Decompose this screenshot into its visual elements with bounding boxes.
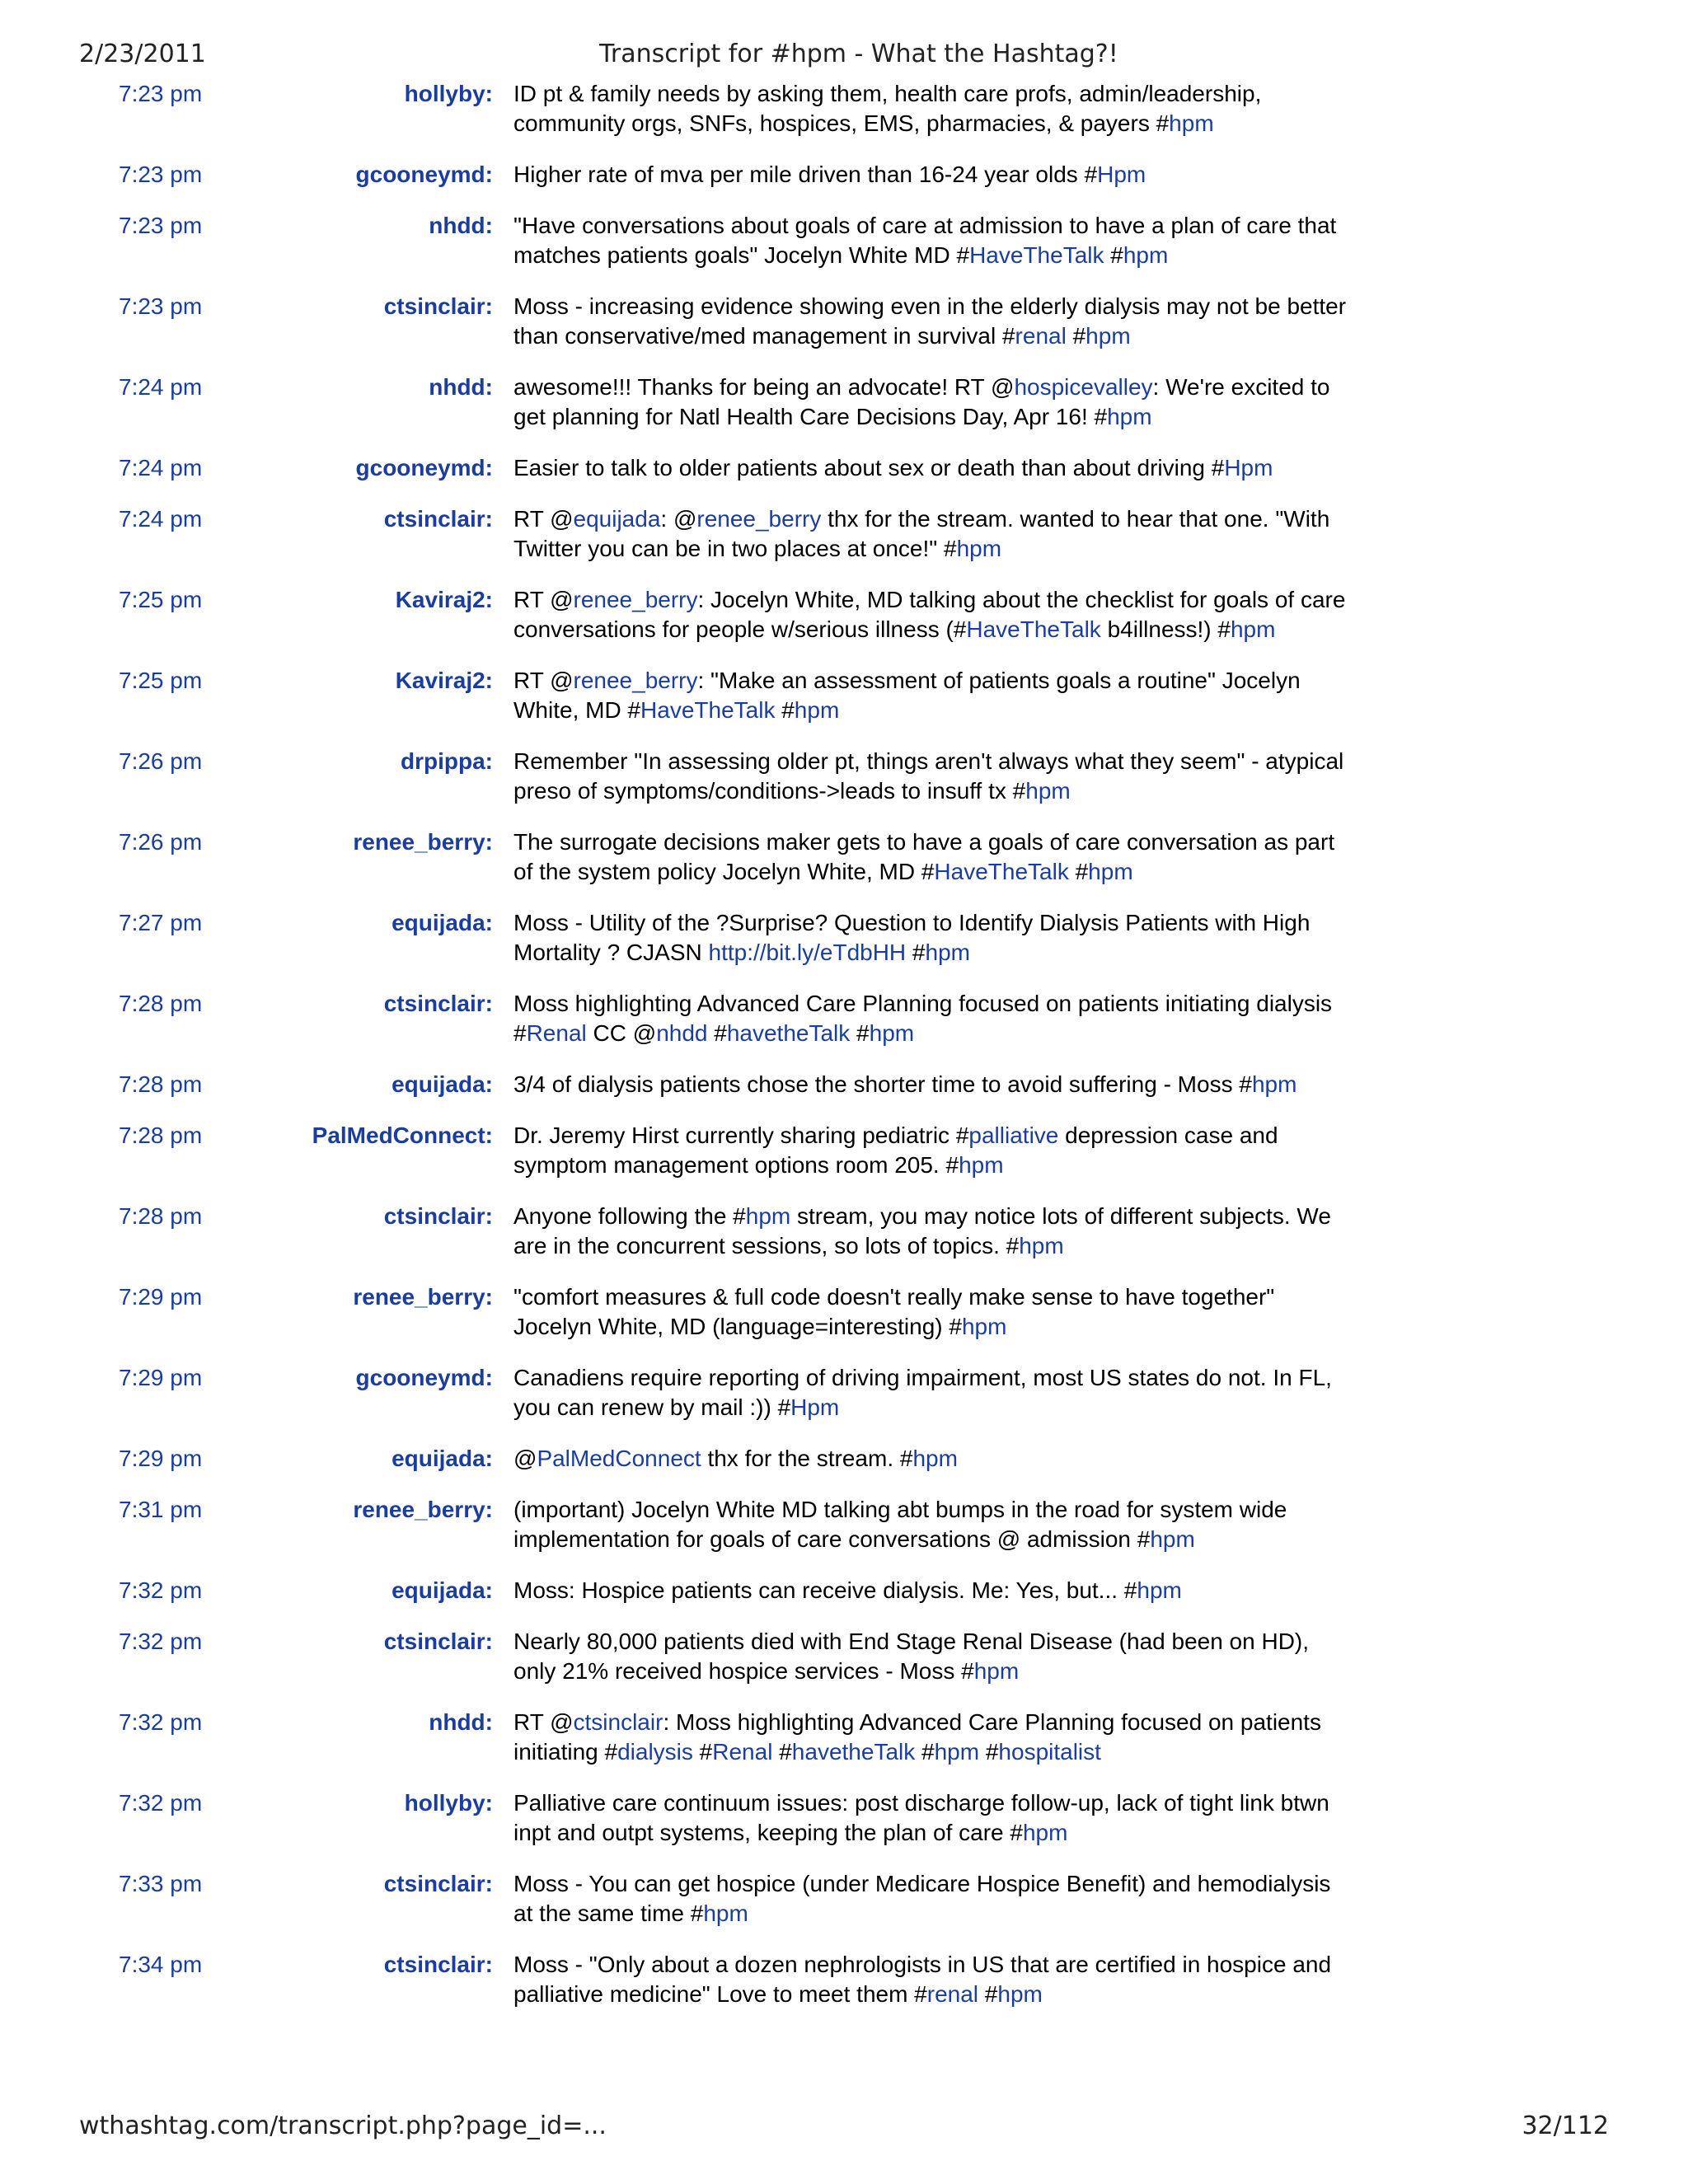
tweet-link[interactable]: renal	[1015, 323, 1067, 349]
tweet-text: Moss - "Only about a dozen nephrologists in US that are certified in hospice and palliative medicine" Love to meet them #	[513, 1952, 1332, 2007]
tweet-message	[513, 1202, 1354, 1261]
tweet-time: 7:24 pm	[119, 455, 203, 480]
tweet-message	[513, 666, 1354, 725]
tweet-username[interactable]: hollyby:	[404, 81, 493, 106]
tweet-time: 7:23 pm	[119, 213, 203, 238]
tweet-link[interactable]: havetheTalk	[791, 1739, 916, 1765]
tweet-time: 7:29 pm	[119, 1284, 203, 1310]
tweet-row	[0, 1363, 1688, 1444]
tweet-link[interactable]: hpm	[925, 940, 970, 965]
tweet-username[interactable]: ctsinclair:	[383, 1203, 493, 1229]
tweet-text: #	[979, 1739, 999, 1765]
page-date: 2/23/2011	[79, 40, 206, 68]
tweet-link[interactable]: renal	[926, 1981, 979, 2007]
tweet-row	[0, 79, 1688, 160]
tweet-row	[0, 1576, 1688, 1627]
tweet-message	[513, 1576, 1354, 1605]
tweet-text: Moss highlighting Advanced Care Planning focused on patients initiating dialysis #	[513, 991, 1333, 1046]
tweet-text: stream, you may notice lots of different subjects. We are in the concurrent sessions, so lots of topics. #	[513, 1203, 1331, 1258]
tweet-link[interactable]: hpm	[1107, 404, 1152, 429]
tweet-link[interactable]: nhdd	[656, 1020, 708, 1046]
tweet-text: : "Make an assessment of patients goals a routine" Jocelyn White, MD #	[513, 668, 1301, 723]
tweet-link[interactable]: hpm	[1150, 1526, 1195, 1552]
tweet-text: #	[692, 1739, 713, 1765]
tweet-link[interactable]: HaveTheTalk	[934, 859, 1069, 884]
tweet-message	[513, 1708, 1354, 1767]
tweet-link[interactable]: hpm	[1230, 616, 1276, 642]
tweet-time: 7:32 pm	[119, 1629, 203, 1654]
tweet-link[interactable]: Renal	[712, 1739, 773, 1765]
tweet-username[interactable]: nhdd:	[429, 1709, 493, 1735]
tweet-link[interactable]: hpm	[1025, 778, 1071, 804]
tweet-username[interactable]: gcooneymd:	[355, 162, 493, 187]
tweet-message	[513, 1363, 1354, 1422]
tweet-text: "Have conversations about goals of care at admission to have a plan of care that matches patients goals" Jocelyn White MD #	[513, 213, 1337, 268]
tweet-row	[0, 1121, 1688, 1202]
tweet-text: Remember "In assessing older pt, things aren't always what they seem" - atypical preso of symptoms/conditions->leads to insuff tx #	[513, 748, 1344, 804]
tweet-time: 7:34 pm	[119, 1952, 203, 1977]
tweet-message	[513, 211, 1354, 270]
tweet-text: : We're excited to get planning for Natl Health Care Decisions Day, Apr 16! #	[513, 374, 1330, 429]
tweet-link[interactable]: palliative	[968, 1122, 1059, 1148]
tweet-message	[513, 160, 1354, 190]
tweet-link[interactable]: hpm	[1019, 1233, 1064, 1258]
transcript-list	[0, 79, 1688, 2100]
tweet-row	[0, 747, 1688, 827]
tweet-time: 7:23 pm	[119, 81, 203, 106]
tweet-text: thx for the stream. wanted to hear that one. "With Twitter you can be in two places at once!" #	[513, 506, 1330, 561]
tweet-row	[0, 585, 1688, 666]
tweet-text: CC @	[586, 1020, 657, 1046]
tweet-text: RT @	[513, 1709, 574, 1735]
tweet-link[interactable]: dialysis	[617, 1739, 693, 1765]
tweet-text: RT @	[513, 668, 574, 693]
tweet-time: 7:29 pm	[119, 1365, 203, 1390]
tweet-row	[0, 373, 1688, 453]
tweet-link[interactable]: hpm	[1022, 1820, 1068, 1845]
tweet-row	[0, 160, 1688, 211]
page-header	[0, 40, 1688, 76]
tweet-message	[513, 1495, 1354, 1554]
tweet-username[interactable]: renee_berry:	[353, 829, 493, 855]
tweet-row	[0, 1788, 1688, 1869]
tweet-username[interactable]: nhdd:	[429, 374, 493, 400]
tweet-link[interactable]: hpm	[1123, 242, 1169, 268]
tweet-row	[0, 908, 1688, 989]
tweet-username[interactable]: drpippa:	[401, 748, 493, 774]
tweet-username[interactable]: equijada:	[392, 1071, 493, 1097]
tweet-message	[513, 747, 1354, 806]
tweet-text: #	[1104, 242, 1123, 268]
tweet-time: 7:28 pm	[119, 991, 203, 1016]
tweet-link[interactable]: hpm	[703, 1900, 748, 1926]
tweet-link[interactable]: Renal	[526, 1020, 587, 1046]
tweet-link[interactable]: hpm	[1088, 859, 1133, 884]
tweet-link[interactable]: HaveTheTalk	[969, 242, 1104, 268]
tweet-text: #	[772, 1739, 792, 1765]
tweet-text: Moss - Utility of the ?Surprise? Question to Identify Dialysis Patients with High Mortality ? CJASN	[513, 910, 1311, 965]
tweet-link[interactable]: http://bit.ly/eTdbHH	[708, 940, 907, 965]
tweet-username[interactable]: renee_berry:	[353, 1284, 493, 1310]
tweet-username[interactable]: hollyby:	[404, 1790, 493, 1816]
tweet-text: Nearly 80,000 patients died with End Stage Renal Disease (had been on HD), only 21% received hospice services - Moss #	[513, 1629, 1310, 1684]
tweet-username[interactable]: gcooneymd:	[355, 1365, 493, 1390]
tweet-text: thx for the stream. #	[701, 1446, 913, 1471]
tweet-message	[513, 79, 1354, 138]
tweet-link[interactable]: hpm	[794, 697, 840, 723]
tweet-message	[513, 504, 1354, 564]
tweet-text: Moss - increasing evidence showing even in the elderly dialysis may not be better than conservative/med management in survival #	[513, 293, 1347, 349]
tweet-link[interactable]: hpm	[956, 536, 1002, 561]
tweet-link[interactable]: hpm	[912, 1446, 958, 1471]
tweet-message	[513, 292, 1354, 351]
tweet-message	[513, 585, 1354, 644]
tweet-text: #	[707, 1020, 727, 1046]
tweet-link[interactable]: PalMedConnect	[537, 1446, 701, 1471]
tweet-text: Anyone following the #	[513, 1203, 746, 1229]
tweet-link[interactable]: hospitalist	[998, 1739, 1101, 1765]
page-title: Transcript for #hpm - What the Hashtag?!	[599, 40, 1118, 68]
tweet-username[interactable]: renee_berry:	[353, 1497, 493, 1522]
tweet-time: 7:28 pm	[119, 1122, 203, 1148]
tweet-username[interactable]: equijada:	[392, 1577, 493, 1603]
tweet-text: #	[1066, 323, 1086, 349]
tweet-text: : Moss highlighting Advanced Care Planning focused on patients initiating #	[513, 1709, 1321, 1765]
tweet-text: Palliative care continuum issues: post discharge follow-up, lack of tight link btwn inpt and outpt systems, keeping the plan of care #	[513, 1790, 1329, 1845]
tweet-text: The surrogate decisions maker gets to have a goals of care conversation as part of the system policy Jocelyn White, MD #	[513, 829, 1335, 884]
tweet-message	[513, 1627, 1354, 1686]
tweet-time: 7:25 pm	[119, 587, 203, 612]
tweet-link[interactable]: hpm	[869, 1020, 915, 1046]
tweet-time: 7:33 pm	[119, 1871, 203, 1896]
tweet-row	[0, 989, 1688, 1070]
tweet-text: Canadiens require reporting of driving impairment, most US states do not. In FL, you can renew by mail :)) #	[513, 1365, 1332, 1420]
tweet-time: 7:32 pm	[119, 1709, 203, 1735]
tweet-time: 7:27 pm	[119, 910, 203, 935]
tweet-time: 7:32 pm	[119, 1577, 203, 1603]
tweet-link[interactable]: hpm	[1251, 1071, 1297, 1097]
tweet-link[interactable]: hpm	[959, 1152, 1004, 1178]
page-footer	[0, 2111, 1688, 2148]
tweet-text: #	[850, 1020, 870, 1046]
tweet-row	[0, 1495, 1688, 1576]
tweet-username[interactable]: Kaviraj2:	[395, 587, 493, 612]
tweet-username[interactable]: ctsinclair:	[383, 506, 493, 532]
tweet-message	[513, 1950, 1354, 2009]
tweet-text: Higher rate of mva per mile driven than 16-24 year olds #	[513, 162, 1098, 187]
tweet-row	[0, 211, 1688, 292]
tweet-message	[513, 1121, 1354, 1180]
tweet-time: 7:28 pm	[119, 1071, 203, 1097]
tweet-text: Moss: Hospice patients can receive dialysis. Me: Yes, but... #	[513, 1577, 1137, 1603]
tweet-username[interactable]: ctsinclair:	[383, 1871, 493, 1896]
tweet-time: 7:25 pm	[119, 668, 203, 693]
tweet-row	[0, 666, 1688, 747]
tweet-text: "comfort measures & full code doesn't really make sense to have together" Jocelyn White, MD (language=interesting) #	[513, 1284, 1275, 1339]
tweet-link[interactable]: hpm	[997, 1981, 1043, 2007]
tweet-link[interactable]: equijada	[573, 506, 661, 532]
tweet-time: 7:29 pm	[119, 1446, 203, 1471]
tweet-text: #	[775, 697, 795, 723]
tweet-time: 7:26 pm	[119, 829, 203, 855]
tweet-username[interactable]: ctsinclair:	[383, 1629, 493, 1654]
tweet-text: : @	[660, 506, 697, 532]
tweet-link[interactable]: renee_berry	[696, 506, 822, 532]
tweet-text: Easier to talk to older patients about sex or death than about driving #	[513, 455, 1225, 480]
tweet-username[interactable]: Kaviraj2:	[395, 668, 493, 693]
tweet-time: 7:23 pm	[119, 293, 203, 319]
tweet-link[interactable]: hpm	[1137, 1577, 1182, 1603]
tweet-time: 7:31 pm	[119, 1497, 203, 1522]
tweet-link[interactable]: ctsinclair	[573, 1709, 663, 1735]
tweet-text: (important) Jocelyn White MD talking abt bumps in the road for system wide implementation for goals of care conversations @ admission #	[513, 1497, 1287, 1552]
tweet-text: @	[513, 1446, 537, 1471]
tweet-time: 7:23 pm	[119, 162, 203, 187]
tweet-row	[0, 1070, 1688, 1121]
tweet-link[interactable]: HaveTheTalk	[640, 697, 776, 723]
tweet-row	[0, 1202, 1688, 1282]
tweet-row	[0, 827, 1688, 908]
tweet-text: depression case and symptom management options room 205. #	[513, 1122, 1278, 1178]
tweet-row	[0, 1869, 1688, 1950]
tweet-link[interactable]: Hpm	[790, 1394, 840, 1420]
tweet-username[interactable]: equijada:	[392, 1446, 493, 1471]
tweet-row	[0, 453, 1688, 504]
tweet-text: b4illness!) #	[1100, 616, 1231, 642]
tweet-text: #	[978, 1981, 998, 2007]
tweet-row	[0, 1282, 1688, 1363]
tweet-row	[0, 1708, 1688, 1788]
tweet-time: 7:24 pm	[119, 506, 203, 532]
tweet-text: awesome!!! Thanks for being an advocate! RT @	[513, 374, 1015, 400]
tweet-time: 7:32 pm	[119, 1790, 203, 1816]
tweet-row	[0, 1627, 1688, 1708]
tweet-row	[0, 292, 1688, 373]
tweet-text: : Jocelyn White, MD talking about the checklist for goals of care conversations for people w/serious illness (#	[513, 587, 1346, 642]
tweet-link[interactable]: hpm	[934, 1739, 980, 1765]
tweet-time: 7:26 pm	[119, 748, 203, 774]
tweet-text: Dr. Jeremy Hirst currently sharing pediatric #	[513, 1122, 969, 1148]
tweet-text: Moss - You can get hospice (under Medicare Hospice Benefit) and hemodialysis at the same time #	[513, 1871, 1331, 1926]
tweet-username[interactable]: gcooneymd:	[355, 455, 493, 480]
tweet-message	[513, 1070, 1354, 1099]
tweet-time: 7:28 pm	[119, 1203, 203, 1229]
tweet-link[interactable]: HaveTheTalk	[966, 616, 1101, 642]
tweet-message	[513, 1788, 1354, 1848]
tweet-link[interactable]: hospicevalley	[1014, 374, 1153, 400]
tweet-text: 3/4 of dialysis patients chose the shorter time to avoid suffering - Moss #	[513, 1071, 1252, 1097]
tweet-row	[0, 504, 1688, 585]
tweet-row	[0, 1950, 1688, 2031]
tweet-link[interactable]: Hpm	[1224, 455, 1273, 480]
tweet-link[interactable]: hpm	[1085, 323, 1131, 349]
page-url: wthashtag.com/transcript.php?page_id=...	[79, 2111, 607, 2140]
tweet-username[interactable]: PalMedConnect:	[312, 1122, 493, 1148]
tweet-message	[513, 373, 1354, 432]
tweet-message	[513, 989, 1354, 1048]
tweet-message	[513, 827, 1354, 887]
tweet-link[interactable]: hpm	[1169, 110, 1214, 136]
tweet-link[interactable]: hpm	[961, 1314, 1007, 1339]
tweet-link[interactable]: renee_berry	[573, 587, 698, 612]
tweet-link[interactable]: havetheTalk	[726, 1020, 851, 1046]
page-number: 32/112	[1522, 2111, 1609, 2140]
tweet-text: RT @	[513, 506, 574, 532]
tweet-message	[513, 1282, 1354, 1342]
tweet-link[interactable]: renee_berry	[573, 668, 698, 693]
tweet-link[interactable]: Hpm	[1097, 162, 1146, 187]
tweet-link[interactable]: hpm	[973, 1658, 1020, 1684]
tweet-text: #	[906, 940, 926, 965]
tweet-text: #	[915, 1739, 935, 1765]
tweet-username[interactable]: ctsinclair:	[383, 293, 493, 319]
tweet-message	[513, 908, 1354, 968]
tweet-text: RT @	[513, 587, 574, 612]
tweet-message	[513, 1444, 1354, 1474]
tweet-link[interactable]: hpm	[745, 1203, 791, 1229]
tweet-text: #	[1068, 859, 1089, 884]
tweet-username[interactable]: ctsinclair:	[383, 1952, 493, 1977]
tweet-username[interactable]: ctsinclair:	[383, 991, 493, 1016]
tweet-message	[513, 1869, 1354, 1929]
tweet-username[interactable]: equijada:	[392, 910, 493, 935]
tweet-row	[0, 1444, 1688, 1495]
tweet-text: ID pt & family needs by asking them, health care profs, admin/leadership, community orgs, SNFs, hospices, EMS, pharmacies, & payers #	[513, 81, 1262, 136]
tweet-username[interactable]: nhdd:	[429, 213, 493, 238]
tweet-message	[513, 453, 1354, 483]
tweet-time: 7:24 pm	[119, 374, 203, 400]
